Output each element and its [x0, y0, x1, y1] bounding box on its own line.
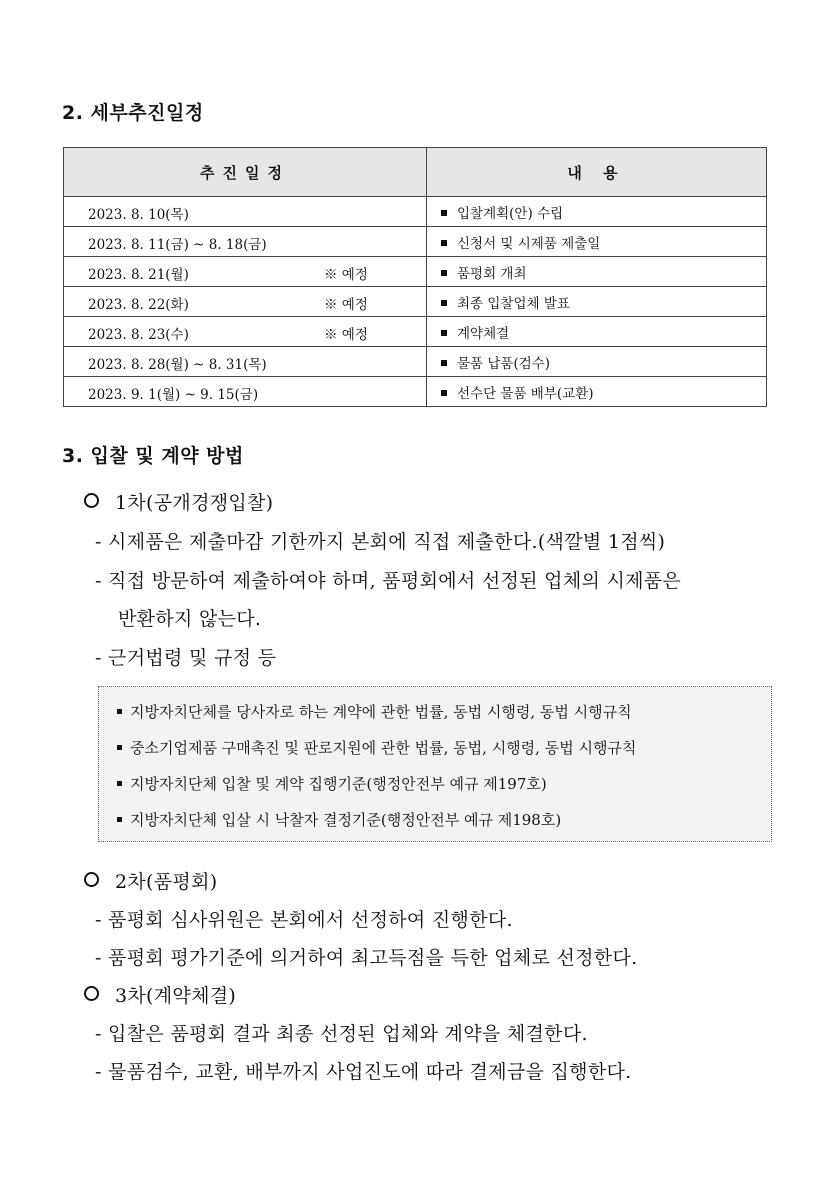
- schedule-note: ※ 예정: [324, 267, 368, 283]
- table-row: [64, 257, 767, 287]
- stage-3-item: - 입찰은 품평회 결과 최종 선정된 업체와 계약을 체결한다.: [95, 1023, 588, 1045]
- circle-bullet-icon: [84, 872, 99, 887]
- table-row: [64, 287, 767, 317]
- stage-1-heading-text: 1차(공개경쟁입찰): [115, 492, 274, 514]
- table-row: [64, 197, 767, 227]
- schedule-content: 입찰계획(안) 수립: [457, 205, 564, 222]
- legal-basis-box: [98, 686, 772, 842]
- square-bullet-icon: [441, 330, 447, 336]
- square-bullet-icon: [441, 300, 447, 306]
- circle-bullet-icon: [84, 493, 99, 508]
- stage-2-item: - 품평회 심사위원은 본회에서 선정하여 진행한다.: [95, 909, 513, 931]
- square-bullet-icon: [441, 270, 447, 276]
- stage-1-item: - 시제품은 제출마감 기한까지 본회에 직접 제출한다.(색깔별 1점씩): [95, 531, 666, 553]
- list-item: [117, 809, 561, 830]
- schedule-header-row: [64, 148, 767, 197]
- list-item: [117, 701, 632, 722]
- square-bullet-icon: [441, 360, 447, 366]
- schedule-date: 2023. 8. 10(목): [88, 207, 189, 223]
- stage-2-heading: [84, 867, 217, 894]
- schedule-header-date: 추진일정: [64, 148, 427, 197]
- list-item: [117, 773, 547, 794]
- schedule-date: 2023. 8. 11(금) ~ 8. 18(금): [88, 237, 267, 253]
- square-bullet-icon: [117, 817, 122, 822]
- circle-bullet-icon: [84, 986, 99, 1001]
- stage-3-heading: [84, 981, 236, 1008]
- table-row: [64, 347, 767, 377]
- schedule-note: ※ 예정: [324, 297, 368, 313]
- schedule-content: 최종 입찰업체 발표: [457, 295, 570, 312]
- stage-2-item: - 품평회 평가기준에 의거하여 최고득점을 득한 업체로 선정한다.: [95, 947, 638, 969]
- schedule-note: ※ 예정: [324, 327, 368, 343]
- section-2-title: 2. 세부추진일정: [62, 102, 204, 124]
- schedule-content: 선수단 물품 배부(교환): [457, 385, 594, 402]
- section-3-title: 3. 입찰 및 계약 방법: [62, 445, 244, 467]
- stage-1-heading: [84, 488, 273, 515]
- stage-1-item: - 직접 방문하여 제출하여야 하며, 품평회에서 선정된 업체의 시제품은: [95, 570, 682, 592]
- schedule-table: [63, 147, 767, 407]
- list-item: [117, 737, 636, 758]
- schedule-date: 2023. 8. 23(수): [88, 327, 189, 343]
- table-row: [64, 317, 767, 347]
- square-bullet-icon: [117, 781, 122, 786]
- schedule-date: 2023. 8. 21(월): [88, 267, 189, 283]
- square-bullet-icon: [117, 745, 122, 750]
- schedule-date: 2023. 9. 1(월) ~ 9. 15(금): [88, 387, 259, 403]
- square-bullet-icon: [441, 240, 447, 246]
- schedule-content: 계약체결: [457, 325, 510, 342]
- table-row: [64, 227, 767, 257]
- square-bullet-icon: [441, 210, 447, 216]
- schedule-content: 신청서 및 시제품 제출일: [457, 235, 601, 252]
- square-bullet-icon: [441, 390, 447, 396]
- schedule-date: 2023. 8. 22(화): [88, 297, 189, 313]
- stage-1-item-continuation: 반환하지 않는다.: [118, 608, 262, 630]
- table-row: [64, 377, 767, 407]
- law-text: 지방자치단체를 당사자로 하는 계약에 관한 법률, 동법 시행령, 동법 시행규칙: [130, 703, 632, 721]
- law-text: 지방자치단체 입살 시 낙찰자 결정기준(행정안전부 예규 제198호): [130, 811, 562, 829]
- schedule-date: 2023. 8. 28(월) ~ 8. 31(목): [88, 357, 267, 373]
- law-text: 지방자치단체 입찰 및 계약 집행기준(행정안전부 예규 제197호): [130, 775, 547, 793]
- schedule-content: 품평회 개최: [457, 265, 527, 282]
- schedule-header-content: 내 용: [427, 148, 767, 197]
- stage-3-heading-text: 3차(계약체결): [115, 985, 237, 1007]
- schedule-content: 물품 납품(검수): [457, 355, 551, 372]
- stage-2-heading-text: 2차(품평회): [115, 871, 218, 893]
- stage-3-item: - 물품검수, 교환, 배부까지 사업진도에 따라 결제금을 집행한다.: [95, 1061, 632, 1083]
- stage-1-item: - 근거법령 및 규정 등: [95, 647, 277, 669]
- square-bullet-icon: [117, 709, 122, 714]
- law-text: 중소기업제품 구매촉진 및 판로지원에 관한 법률, 동법, 시행령, 동법 시행규칙: [130, 739, 637, 757]
